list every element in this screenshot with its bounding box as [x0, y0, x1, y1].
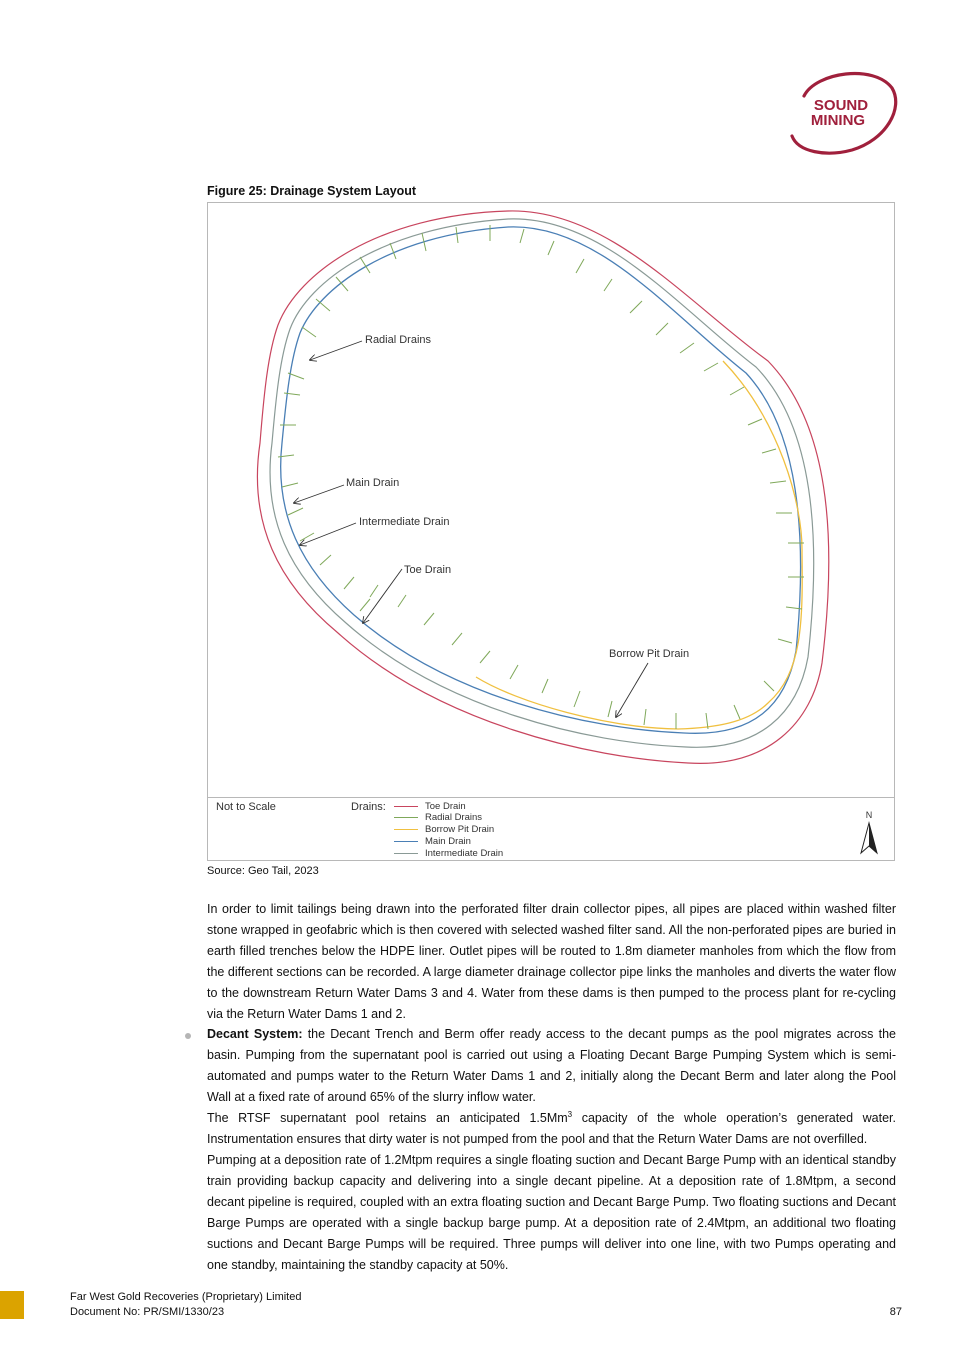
legend-item — [394, 824, 494, 835]
legend-item — [394, 812, 482, 823]
paragraph-rtsf — [207, 1108, 896, 1150]
bullet-text: the Decant Trench and Berm offer ready access to the decant pumps as the pool migrates across the basin. Pumping from the supernatant pool is carried out using a Floating Decant Barge Pumping System which is semi-automated and pumps water to the Return Water Dams 1 and 2, initially along the Decant Berm and later along the Pool Wall at a fixed rate of around 65% of the slurry inflow water. — [207, 1027, 896, 1104]
legend-swatch-main — [394, 841, 418, 842]
superscript-3: 3 — [567, 1109, 573, 1119]
legend-item — [394, 848, 503, 859]
legend-swatch-radial — [394, 817, 418, 818]
sound-mining-logo — [786, 66, 898, 158]
logo-line2: MINING — [810, 112, 866, 129]
legend-label: Intermediate Drain — [425, 848, 504, 859]
legend-divider — [208, 797, 894, 798]
footer-document-no: Document No: PR/SMI/1330/23 — [70, 1306, 225, 1318]
bullet-dot — [185, 1033, 191, 1039]
legend-swatch-intermediate — [394, 853, 418, 854]
drainage-figure — [207, 202, 895, 861]
paragraph-rtsf-a: The RTSF supernatant pool retains an anticipated 1.5Mm — [207, 1111, 568, 1125]
legend-label: Toe Drain — [425, 801, 466, 812]
bullet-decant-system — [207, 1024, 896, 1108]
callout-main-drain: Main Drain — [346, 477, 400, 489]
toe-drain-line — [257, 211, 828, 763]
callout-radial-drains: Radial Drains — [365, 334, 432, 346]
page-number: 87 — [889, 1306, 902, 1318]
paragraph-drainage: In order to limit tailings being drawn into the perforated filter drain collector pipes, all pipes are placed within washed filter stone wrapped in geofabric which is then covered with selected washed filter sand. All the non-perforated pipes are buried in earth filled trenches below the HDPE liner. Outlet pipes will be routed to 1.8m diameter manholes from which the flow from the different sections can be recorded. A large diameter drainage collector pipe links the manholes and diverts the water flow to the downstream Return Water Dams 3 and 4. Water from these dams is then pumped to the process plant for re-cycling via the Return Water Dams 1 and 2. — [207, 902, 896, 1021]
legend-label: Borrow Pit Drain — [425, 824, 495, 835]
legend-item — [394, 836, 471, 847]
not-to-scale-label: Not to Scale — [216, 801, 276, 813]
callout-borrow-pit-drain: Borrow Pit Drain — [609, 648, 690, 660]
paragraph-rtsf-b: capacity of the whole operation’s generated water. Instrumentation ensures that dirty water is not pumped from the pool and that the Return Water Dams are not overfilled. — [207, 1111, 896, 1146]
footer-accent-box — [0, 1291, 24, 1319]
paragraph-pumping: Pumping at a deposition rate of 1.2Mtpm requires a single floating suction and Decant Barge Pump with an identical standby train providing backup capacity and delivering into a single decant pipeline. At a deposition rate of 1.8Mtpm, a second decant pipeline is required, coupled with an extra floating suction and Decant Barge Pump. Two floating suctions and Decant Barge Pumps are operated with a single backup barge pump. At a deposition rate of 2.4Mtpm, an additional two floating suctions and Decant Barge Pumps will be required. Three pumps will deliver into one line, with two Pumps operating and one standby, maintaining the standby capacity at 50%. — [207, 1153, 896, 1272]
legend-drains-label: Drains: — [351, 801, 386, 813]
legend-swatch-borrow — [394, 829, 418, 830]
logo-line1: SOUND — [813, 97, 869, 114]
figure-caption: Figure 25: Drainage System Layout — [207, 184, 417, 198]
footer-company: Far West Gold Recoveries (Proprietary) Limited — [70, 1291, 302, 1303]
legend-label: Radial Drains — [425, 812, 483, 823]
callout-intermediate-drain: Intermediate Drain — [359, 516, 450, 528]
legend-swatch-toe — [394, 806, 418, 807]
callout-toe-drain: Toe Drain — [404, 564, 452, 576]
drainage-diagram — [208, 203, 896, 797]
figure-source: Source: Geo Tail, 2023 — [207, 865, 319, 877]
north-label: N — [865, 810, 873, 820]
legend-item — [394, 801, 466, 812]
bullet-title: Decant System: — [207, 1027, 303, 1041]
north-arrow-icon — [858, 809, 880, 855]
legend-label: Main Drain — [425, 836, 471, 847]
borrow-pit-drain-line — [476, 361, 802, 729]
